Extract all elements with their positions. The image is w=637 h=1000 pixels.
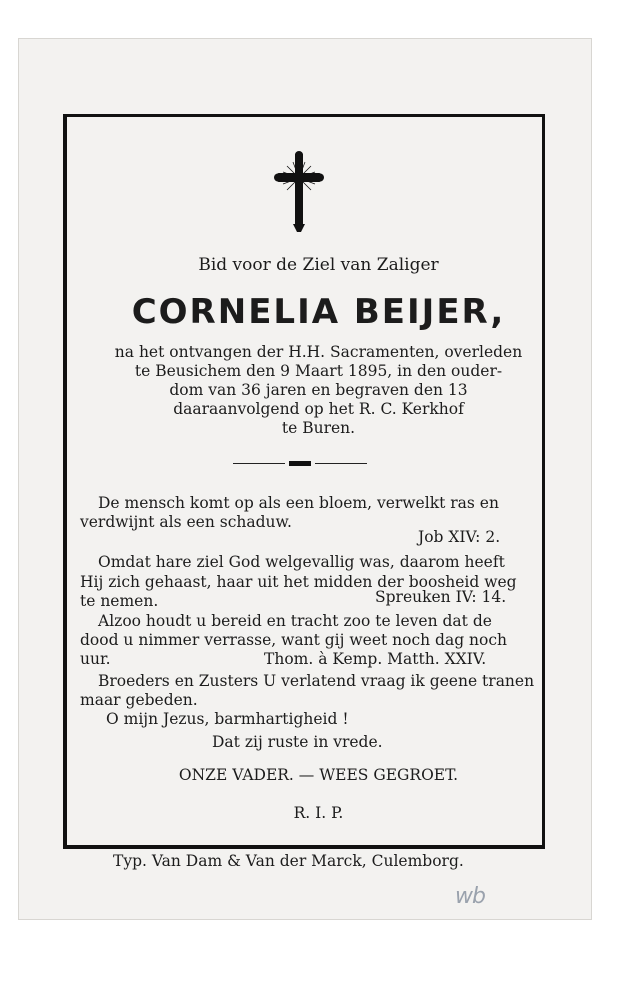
detail-line: te Beusichem den 9 Maart 1895, in den ouder- (134, 362, 503, 380)
prayer-line: Dat zij ruste in vrede. (212, 733, 383, 751)
verse-line: verdwijnt als een schaduw. (80, 513, 292, 531)
verse-line: Broeders en Zusters U verlatend vraag ik geene tranen (98, 672, 535, 690)
handwritten-initials: wb (455, 884, 485, 909)
detail-line: te Buren. (281, 419, 356, 437)
detail-line: daaraanvolgend op het R. C. Kerkhof (173, 400, 464, 418)
intro-text: Bid voor de Ziel van Zaliger (198, 255, 439, 275)
rip-line: R. I. P. (293, 804, 344, 822)
prayers-line: ONZE VADER. — WEES GEGROET. (178, 766, 459, 784)
prayer-line: O mijn Jezus, barmhartigheid ! (106, 710, 349, 728)
verse-line: te nemen. (80, 592, 159, 610)
printer-line: Typ. Van Dam & Van der Marck, Culemborg. (113, 852, 464, 870)
verse-line: uur. (80, 650, 111, 668)
verse-line: Alzoo houdt u bereid en tracht zoo te leven dat de (98, 612, 492, 630)
verse-line: dood u nimmer verrasse, want gij weet noch dag noch (80, 631, 508, 649)
verse-line: De mensch komt op als een bloem, verwelkt ras en (98, 494, 499, 512)
detail-line: dom van 36 jaren en begraven den 13 (169, 381, 468, 399)
verse-reference: Job XIV: 2. (418, 528, 501, 546)
verse-line: Omdat hare ziel God welgevallig was, daarom heeft (98, 553, 505, 571)
verse-line: Hij zich gehaast, haar uit het midden der boosheid weg (80, 573, 517, 591)
cross-icon (273, 150, 325, 234)
ornament-divider (233, 461, 367, 467)
verse-line: maar gebeden. (80, 691, 198, 709)
verse-reference: Spreuken IV: 14. (375, 588, 507, 606)
detail-line: na het ontvangen der H.H. Sacramenten, overleden (114, 343, 523, 361)
deceased-name: CORNELIA BEIJER, (131, 292, 506, 332)
verse-reference: Thom. à Kemp. Matth. XXIV. (264, 650, 487, 668)
